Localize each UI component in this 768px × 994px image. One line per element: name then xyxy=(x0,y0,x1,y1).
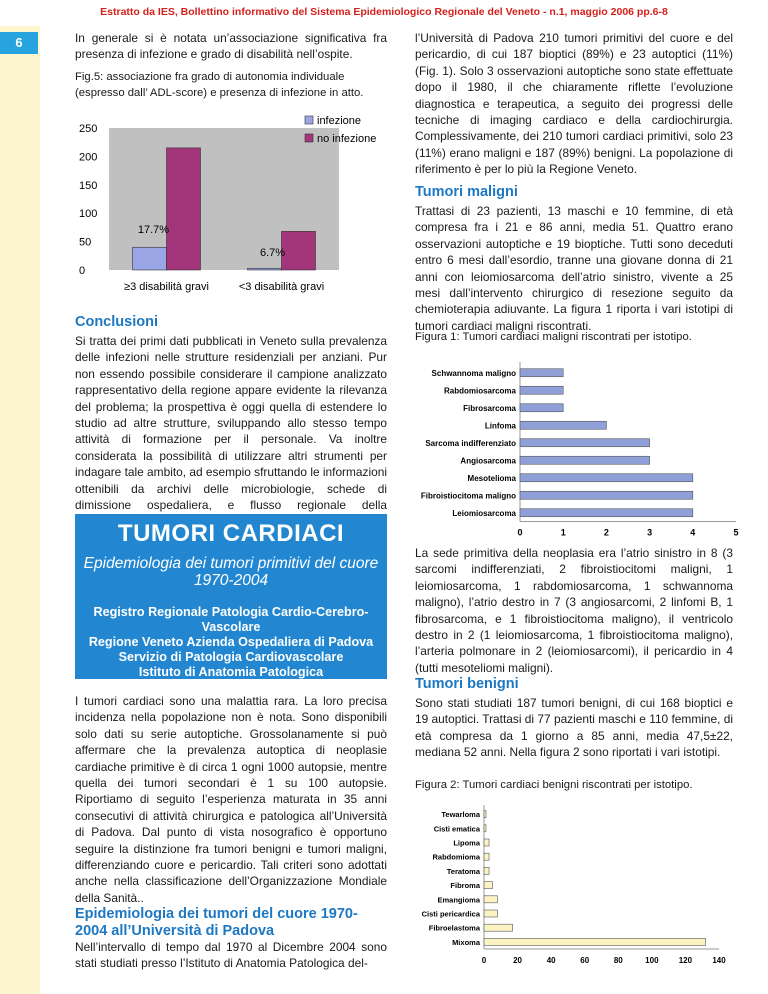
sede-text: La sede primitiva della neoplasia era l’atrio sinistro in 8 (3 sarcomi indifferenziati, 2 fibroistiocitomi maligni, 1 leiomiosarcoma, 1 rabdomiosarcoma, 1 schwannoma maligno), l’atrio destro in 7 (3 angiosarcomi, 2 linfomi B, 1 fibrosarcoma, e 1 fibroistiocitoma maligno), il ventricolo destro in 2 (1 leiomiosarcoma, 1 fibroistiocitoma maligno), l’arteria polmonare in 2 (leiomiosarcomi), il pericardio in 4 (tutti mesoteliomi maligni). xyxy=(415,546,733,675)
bar-infezione xyxy=(248,268,282,270)
box-line: Regione Veneto Azienda Ospedaliera di Padova xyxy=(88,635,374,649)
category-label: Teratoma xyxy=(446,866,480,876)
x-tick-label: 2 xyxy=(603,527,609,536)
side-band xyxy=(0,26,40,994)
conclusioni-text: Si tratta dei primi dati pubblicati in Veneto sulla prevalenza delle infezioni nelle strutture residenziali per anziani. Pur non essendo possibile considerare il campione analizzato rappresentativo della regione appare evidente la rilevanza del problema; la prospettiva è oggi quella di estendere lo studio ad altre strutture, sviluppando allo stesso tempo attività di formazione per il personale. Va inoltre considerata la possibilità di utilizzare altri strumenti per indagare tale ambito, ad esempio sfruttando le informazioni ottenibili da archivi delle microbiologie, schede di dimissione ospedaliera, e flusso regionale della xyxy=(75,334,387,513)
x-tick-label: 60 xyxy=(580,956,590,965)
x-tick-label: 0 xyxy=(517,527,523,536)
x-tick-label: 140 xyxy=(712,956,726,965)
bar xyxy=(484,867,489,874)
x-tick-label: <3 disabilità gravi xyxy=(238,281,325,293)
x-tick-label: 20 xyxy=(513,956,523,965)
epidemiologia-heading: Epidemiologia dei tumori del cuore 1970-2004 all’Università di Padova xyxy=(75,906,358,939)
bar xyxy=(520,421,606,429)
box-line: Direttore: Prof. Gaetano Thiene xyxy=(137,680,325,694)
category-label: Fibroma xyxy=(450,881,480,891)
x-tick-label: 0 xyxy=(481,956,487,965)
x-tick-label: 80 xyxy=(613,956,623,965)
bar-no-infezione xyxy=(167,148,201,270)
page-header: Estratto da IES, Bollettino informativo del Sistema Epidemiologico Regionale del Veneto - n.1, maggio 2006 pp.6-8 xyxy=(100,6,668,18)
x-tick-label: 100 xyxy=(645,956,659,965)
bar xyxy=(520,456,650,464)
category-label: Lipoma xyxy=(453,838,480,848)
conclusioni-heading: Conclusioni xyxy=(75,314,158,330)
y-tick-label: 150 xyxy=(79,179,98,192)
x-tick-label: 120 xyxy=(678,956,693,965)
box-line: Istituto di Anatomia Patologica xyxy=(138,665,324,679)
category-label: Cisti pericardica xyxy=(421,909,480,919)
category-label: Fibrosarcoma xyxy=(463,403,516,413)
fig5-chart xyxy=(75,112,387,304)
fig1-caption: Figura 1: Tumori cardiaci maligni riscontrati per istotipo. xyxy=(415,331,692,343)
legend-label: infezione xyxy=(317,115,362,127)
data-label: 17.7% xyxy=(137,223,170,236)
category-label: Schwannoma maligno xyxy=(431,368,516,378)
benigni-heading: Tumori benigni xyxy=(415,676,519,692)
category-label: Tewarloma xyxy=(441,810,480,820)
epidemiologia-text: Nell’intervallo di tempo dal 1970 al Dicembre 2004 sono stati studiati presso l’Istituto di Anatomia Patologica del- xyxy=(75,940,387,971)
fig2-caption: Figura 2: Tumori cardiaci benigni riscontrati per istotipo. xyxy=(415,779,693,791)
bar xyxy=(484,839,489,846)
tumori-intro-text: I tumori cardiaci sono una malattia rara. La loro precisa incidenza nella popolazione non è nota. Sono disponibili solo dati su serie autoptiche. Grossolanamente si può affermare che la prevalenza autoptica di neoplasie cardiache primitive è di circa 1 ogni 1000 autopsie, mentre quella dei tumori secondari è 1 su 100 autopsie. Riportiamo di seguito l’esperienza maturata in 35 anni consecutivi di attività chirurgica e patologica all’Università di Padova. Dal punto di vista nosografico è opportuno seguire la distinzione fra tumori benigni e tumori maligni, differenziando cuore e pericardio. Tali criteri sono adottati anche nella classificazione dell’Organizzazione Mondiale della Sanità.. xyxy=(75,694,387,905)
box-line: Servizio di Patologia Cardiovascolare xyxy=(118,650,344,664)
category-label: Mixoma xyxy=(452,937,480,947)
bar-no-infezione xyxy=(282,231,316,270)
intro-paragraph: In generale si è notata un’associazione significativa fra presenza di infezione e grado di disabilità nell’ospite. xyxy=(75,31,387,62)
y-tick-label: 50 xyxy=(79,236,92,249)
bar xyxy=(484,825,486,832)
page-number: 6 xyxy=(0,32,38,54)
bar xyxy=(484,811,486,818)
x-tick-label: 5 xyxy=(733,527,739,536)
bar xyxy=(520,509,693,517)
box-subtitle-1: Epidemiologia dei tumori primitivi del cuore xyxy=(83,555,379,572)
y-tick-label: 100 xyxy=(79,208,98,221)
data-label: 6.7% xyxy=(259,246,286,259)
x-tick-label: 40 xyxy=(546,956,556,965)
y-tick-label: 250 xyxy=(79,123,98,135)
maligni-text: Trattasi di 23 pazienti, 13 maschi e 10 femmine, di età compresa fra i 21 e 86 anni, media 51. Quattro erano osservazioni autoptiche e 19 bioptiche. Tutti sono deceduti entro 6 mesi dall’esordio, tranne una giovane donna di 21 anni con leiomiosarcoma dell’atrio sinistro, vivente a 25 mesi dall’intervento chirurgico di resezione seguito da chemioterapia adiuvante. La figura 1 riporta i vari istotipi di tumori cardiaci maligni riscontrati. xyxy=(415,204,733,333)
y-tick-label: 0 xyxy=(79,265,86,277)
bar xyxy=(484,896,497,903)
bar xyxy=(484,882,492,889)
box-line: Registro Regionale Patologia Cardio-Cerebro-Vascolare xyxy=(93,605,369,634)
bar xyxy=(484,853,489,860)
bar-infezione xyxy=(133,247,167,270)
legend-label: no infezione xyxy=(317,133,377,145)
category-label: Sarcoma indifferenziato xyxy=(425,438,516,448)
legend-swatch xyxy=(305,134,313,142)
x-tick-label: 4 xyxy=(690,527,696,536)
bar xyxy=(520,404,563,412)
fig5-caption: Fig.5: associazione fra grado di autonomia individuale (espresso dall’ ADL-score) e presenza di infezione in atto. xyxy=(75,71,364,99)
category-label: Fibroistiocitoma maligno xyxy=(420,491,516,501)
category-label: Cisti ematica xyxy=(433,824,480,834)
category-label: Mesotelioma xyxy=(467,473,516,483)
bar xyxy=(520,491,693,499)
bar xyxy=(520,386,563,394)
maligni-heading: Tumori maligni xyxy=(415,184,518,200)
x-tick-label: ≥3 disabilità gravi xyxy=(124,281,209,293)
box-title: TUMORI CARDIACI xyxy=(117,520,345,547)
x-tick-label: 1 xyxy=(560,527,566,536)
category-label: Rabdomioma xyxy=(432,852,480,862)
benigni-text: Sono stati studiati 187 tumori benigni, di cui 168 bioptici e 19 autoptici. Trattasi di 77 pazienti maschi e 110 femmine, di età compresa da 1 giorno a 85 anni, media 47,5±22, mediana 52 anni. Nella figura 2 sono riportati i vari istotipi. xyxy=(415,696,733,760)
category-label: Leiomiosarcoma xyxy=(452,508,516,518)
right-intro-paragraph: l’Università di Padova 210 tumori primitivi del cuore e del pericardio, di cui 187 bioptici (89%) e 23 autoptici (11%) (Fig. 1). Solo 3 osservazioni autoptiche sono state effettuate dopo il 1980, il che chiaramente riflette l’evoluzione diagnostica e terapeutica, a seguito dei progressi delle tecniche di imaging cardiaco e della cardiochirurgia. Complessivamente, dei 210 tumori cardiaci primitivi, solo 23 (11%) erano maligni e 187 (89%) benigni. La popolazione di riferimento è per lo più la Regione Veneto. xyxy=(415,31,733,177)
box-subtitle-2: 1970-2004 xyxy=(193,572,269,589)
fig2-chart xyxy=(410,805,740,965)
bar xyxy=(520,369,563,377)
category-label: Emangioma xyxy=(437,895,480,905)
bar xyxy=(484,938,706,945)
y-tick-label: 200 xyxy=(79,151,98,164)
category-label: Linfoma xyxy=(484,421,516,431)
fig1-chart xyxy=(410,360,750,536)
bar xyxy=(520,474,693,482)
x-tick-label: 3 xyxy=(647,527,653,536)
tumori-cardiaci-box xyxy=(75,514,387,694)
bar xyxy=(484,910,497,917)
legend-swatch xyxy=(305,116,313,124)
category-label: Rabdomiosarcoma xyxy=(443,386,516,396)
bar xyxy=(484,924,513,931)
category-label: Fibroelastoma xyxy=(428,923,480,933)
bar xyxy=(520,439,650,447)
category-label: Angiosarcoma xyxy=(460,456,516,466)
